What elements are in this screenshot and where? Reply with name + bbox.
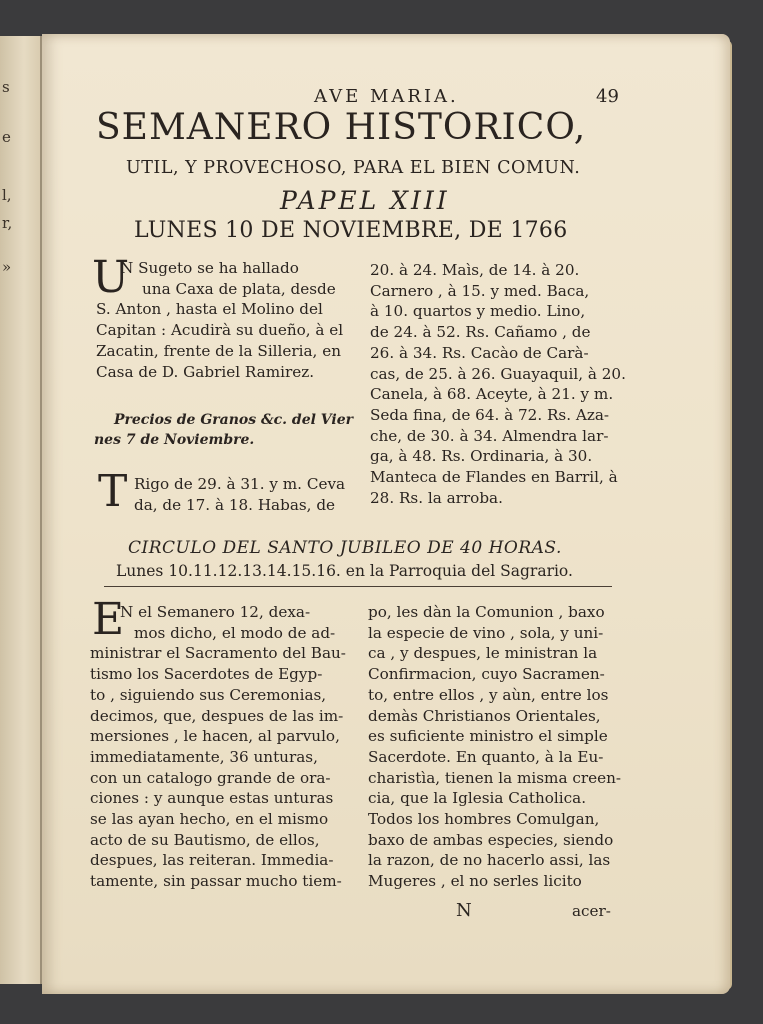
text-line: se las ayan hecho, en el mismo	[90, 810, 329, 829]
text-line: ciones : y aunque estas unturas	[90, 789, 334, 808]
text-line: con un catalogo grande de ora-	[90, 768, 331, 787]
page-number: 49	[596, 86, 619, 107]
text-line: tismo los Sacerdotes de Egyp-	[90, 665, 323, 684]
circulo-heading: CIRCULO DEL SANTO JUBILEO DE 40 HORAS.	[128, 538, 562, 558]
text-line: decimos, que, despues de las im-	[90, 706, 344, 725]
running-title: AVE MARIA.	[314, 86, 459, 107]
text-line: Todos los hombres Comulgan,	[368, 810, 600, 829]
text-line: cas, de 25. à 26. Guayaquil, à 20.	[370, 364, 626, 383]
left-page-edge	[0, 36, 42, 984]
dropcap: U	[92, 252, 130, 303]
text-line: Casa de D. Gabriel Ramirez.	[96, 362, 315, 381]
text-line: mos dicho, el modo de ad-	[134, 623, 336, 642]
left-page-fragment: r,	[2, 214, 13, 232]
text-line: Confirmacion, cuyo Sacramen-	[368, 665, 605, 684]
text-line: la razon, de no hacerlo assi, las	[368, 851, 611, 870]
article-right-text	[368, 602, 621, 892]
notice-text	[96, 258, 343, 382]
text-line: despues, las reiteran. Immedia-	[90, 851, 334, 870]
dropcap: T	[98, 466, 128, 517]
text-line: demàs Christianos Orientales,	[368, 706, 601, 725]
text-line: Canela, à 68. Aceyte, à 21. y m.	[370, 385, 614, 404]
subtitle: UTIL, Y PROVECHOSO, PARA EL BIEN COMUN.	[126, 158, 581, 178]
text-line: Manteca de Flandes en Barril, à	[370, 468, 618, 487]
text-line: to, entre ellos , y aùn, entre los	[368, 685, 609, 704]
text-line: immediatamente, 36 unturas,	[90, 747, 318, 766]
text-line: S. Anton , hasta el Molino del	[96, 300, 323, 319]
text-line: ga, à 48. Rs. Ordinaria, à 30.	[370, 447, 593, 466]
text-line: 26. à 34. Rs. Cacào de Carà-	[370, 343, 589, 362]
text-line: Rigo de 29. à 31. y m. Ceva	[134, 475, 346, 493]
text-line: nes 7 de Noviembre.	[94, 432, 255, 448]
prices-heading	[94, 410, 354, 450]
prices-left-text	[134, 474, 345, 515]
article-left-text	[90, 602, 346, 892]
date-line: LUNES 10 DE NOVIEMBRE, DE 1766	[134, 218, 568, 243]
catchword: acer-	[572, 902, 611, 920]
text-line: N Sugeto se ha hallado	[120, 259, 299, 277]
text-line: charistìa, tienen la misma creen-	[368, 768, 621, 787]
left-page-fragment: l,	[2, 186, 12, 204]
left-page-fragment: »	[2, 258, 12, 276]
divider	[104, 586, 612, 587]
text-line: ministrar el Sacramento del Bau-	[90, 644, 346, 663]
text-line: N el Semanero 12, dexa-	[120, 603, 311, 621]
text-line: che, de 30. à 34. Almendra lar-	[370, 426, 609, 445]
text-line: Sacerdote. En quanto, à la Eu-	[368, 747, 604, 766]
text-line: Seda fina, de 64. à 72. Rs. Aza-	[370, 405, 610, 424]
text-line: baxo de ambas especies, siendo	[368, 830, 614, 849]
issue-number: PAPEL XIII	[280, 186, 450, 215]
text-line: mersiones , le hacen, al parvulo,	[90, 727, 340, 746]
circulo-line: Lunes 10.11.12.13.14.15.16. en la Parroquia del Sagrario.	[116, 562, 573, 580]
text-line: Zacatin, frente de la Silleria, en	[96, 341, 341, 360]
text-line: Mugeres , el no serles licito	[368, 872, 582, 891]
page-title: SEMANERO HISTORICO,	[96, 107, 587, 148]
text-line: ca , y despues, le ministran la	[368, 644, 598, 663]
text-line: de 24. à 52. Rs. Cañamo , de	[370, 323, 591, 342]
signature-mark: N	[456, 900, 472, 921]
text-line: 20. à 24. Maìs, de 14. à 20.	[370, 261, 580, 279]
text-line: 28. Rs. la arroba.	[370, 488, 503, 507]
text-line: cia, que la Iglesia Catholica.	[368, 789, 587, 808]
text-line: Carnero , à 15. y med. Baca,	[370, 281, 590, 300]
text-line: à 10. quartos y medio. Lino,	[370, 302, 586, 321]
text-line: acto de su Bautismo, de ellos,	[90, 830, 320, 849]
left-page-fragment: s	[2, 78, 10, 96]
text-line: Precios de Granos &c. del Vier	[114, 412, 354, 428]
text-line: po, les dàn la Comunion , baxo	[368, 603, 605, 621]
prices-right-text	[370, 260, 626, 508]
text-line: tamente, sin passar mucho tiem-	[90, 872, 342, 891]
dropcap: E	[92, 594, 125, 645]
text-line: la especie de vino , sola, y uni-	[368, 623, 604, 642]
text-line: da, de 17. à 18. Habas, de	[134, 495, 336, 514]
text-line: es suficiente ministro el simple	[368, 727, 608, 746]
text-line: una Caxa de plata, desde	[142, 279, 336, 298]
left-page-fragment: e	[2, 128, 11, 146]
text-line: Capitan : Acudirà su dueño, à el	[96, 321, 344, 340]
text-line: to , siguiendo sus Ceremonias,	[90, 685, 327, 704]
